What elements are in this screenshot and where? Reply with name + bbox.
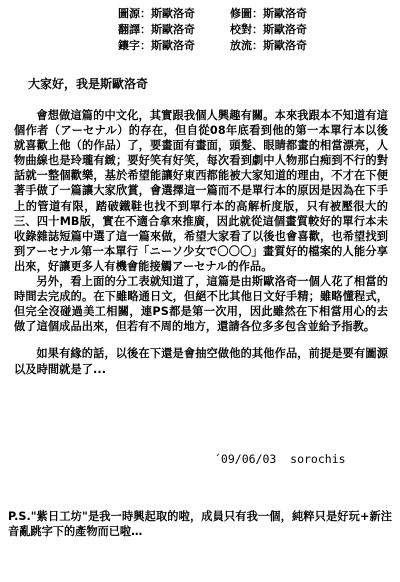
credits-table [118,6,326,53]
credit-source: 圖源：斯歐洛奇 [118,7,195,20]
credit-typeset: 鑲字：斯歐洛奇 [118,39,195,52]
greeting: 大家好，我是斯歐洛奇 [28,77,149,91]
paragraph-future: 如果有緣的話，以後在下還是會抽空做他的其他作品，前提是要有圖源以及時間就是了... [14,347,388,376]
credit-retouch: 修圖：斯歐洛奇 [230,7,307,20]
paragraph-intro: 會想做這篇的中文化，其實跟我個人興趣有關。本來我跟本不知道有這個作者（アーセナル）的存在，但自從08年底看到他的第一本單行本以後就喜歡上他（的作品）了，要畫面有畫面，頭髮、眼睛都畫的相當漂亮，人物曲線也是玲瓏有緻；要好笑有好笑，每次看到劇中人物那白痴到不行的對話就一整個歡樂，基於希望能讓好東西都能被大家知道的理由，不才在下便著手做了一篇讓大家欣賞，會選擇這一篇而不是單行本的原因是因為在下手上的管道有限，踏破鐵鞋也找不到單行本的高解析度版，只有被壓很大的三、四十MB版，實在不適合拿來推廣，因此就從這個畫質較好的單行本未收錄雜誌短篇中選了這一篇來做，希望大家看了以後也會喜歡，也希望找到到アーセナル第一本單行「ニーソ少女で〇〇〇」畫質好的檔案的人能分享出來，好讓更多人有機會能接觸アーセナル的作品。 [14,109,388,273]
credit-proofread: 校對：斯歐洛奇 [230,23,307,36]
paragraph-credits-note: 另外，看上面的分工表就知道了，這篇是由斯歐洛奇一個人花了相當的時間去完成的。在下雖略通日文，但絕不比其他日文好手精；雖略懂程式，但完全沒碰過美工相關，連PS都是第一次用，因此雖然在下相當用心的去做了這個成品出來，但若有不周的地方，還請各位多多包含並給予指教。 [14,275,388,334]
signature: ´09/06/03 sorochis [214,452,346,466]
credit-translate: 翻譯：斯歐洛奇 [118,23,195,36]
credit-release: 放流：斯歐洛奇 [230,39,307,52]
letter-body [14,76,388,377]
postscript: P.S."紫日工坊"是我一時興起取的啦，成員只有我一個，純粹只是好玩+新注音亂跳字下的產物而已啦… [8,510,392,538]
